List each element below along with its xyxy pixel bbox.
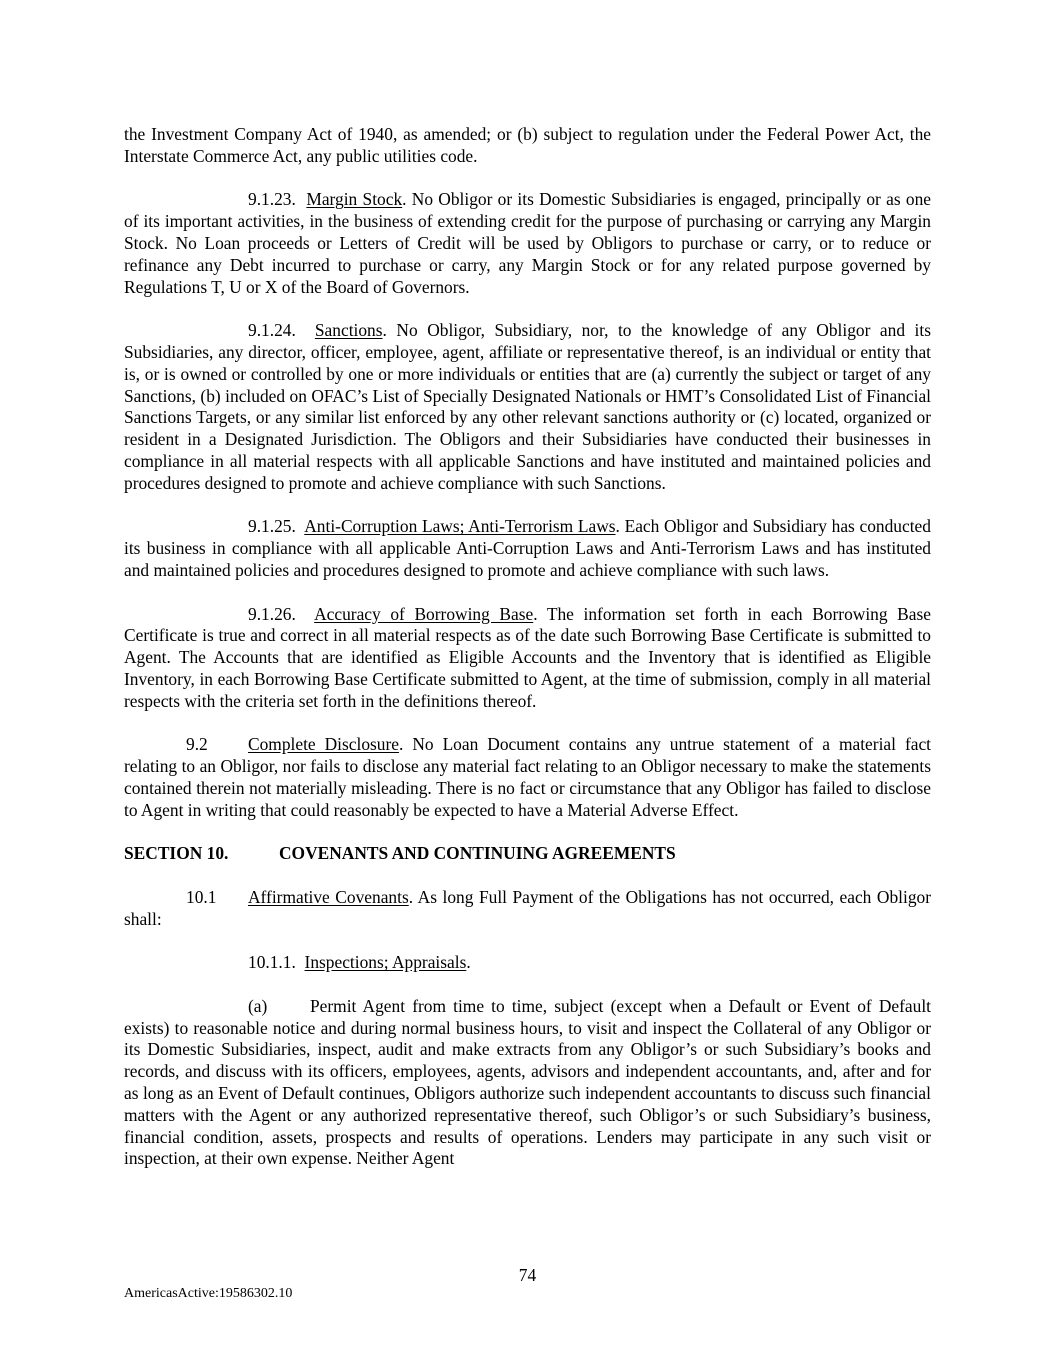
page-number: 74 — [518, 1265, 537, 1285]
document-footer-id: AmericasActive:19586302.10 — [124, 1286, 293, 1301]
section-number: 9.1.26. — [248, 603, 296, 624]
section-9-1-25 — [124, 516, 931, 581]
section-label: SECTION 10. — [124, 843, 229, 864]
section-number: 9.1.23. — [248, 189, 296, 210]
section-9-2 — [124, 734, 931, 821]
section-title: Anti-Corruption Laws; Anti-Terrorism Laws — [304, 516, 616, 537]
section-body: . No Obligor or its Domestic Subsidiaries is engaged, principally or as one of its important activities, in the business of extending credit for the purpose of purchasing or carrying any Margin Stock. No Loan proceeds or Letters of Credit will be used by Obligors to purchase or carry, or to reduce or refinance any Debt incurred to purchase or carry, any Margin Stock or for any related purpose governed by Regulations T, U or X of the Board of Governors. — [124, 189, 931, 297]
section-9-1-24 — [124, 320, 931, 494]
section-title: Margin Stock — [306, 189, 403, 210]
section-body: . — [466, 952, 471, 973]
section-title: Accuracy of Borrowing Base — [314, 603, 534, 624]
section-number: 10.1 — [186, 886, 217, 907]
section-title: Affirmative Covenants — [248, 886, 409, 907]
section-10-heading — [124, 843, 931, 865]
section-body: . Each Obligor and Subsidiary has conducted its business in compliance with all applicable Anti-Corruption Laws and Anti-Terrorism Laws and has instituted and maintained policies and procedures designed to promote and achieve compliance with such laws. — [124, 516, 931, 580]
section-body: . As long Full Payment of the Obligations has not occurred, each Obligor shall: — [124, 886, 932, 929]
section-body: . No Loan Document contains any untrue statement of a material fact relating to an Obligor, nor fails to disclose any material fact relating to an Obligor necessary to make the statements contained therein not materially misleading. There is no fact or circumstance that any Obligor has failed to disclose to Agent in writing that could reasonably be expected to have a Material Adverse Effect. — [124, 734, 931, 820]
section-9-1-23 — [124, 189, 931, 298]
paragraph-continuation: the Investment Company Act of 1940, as amended; or (b) subject to regulation under the Federal Power Act, the Interstate Commerce Act, any public utilities code. — [124, 124, 931, 166]
clause-a — [124, 996, 931, 1170]
section-body: . The information set forth in each Borrowing Base Certificate is true and correct in all material respects as of the date such Borrowing Base Certificate is submitted to Agent. The Accounts that are identified as Eligible Accounts and the Inventory that is identified as Eligible Inventory, in each Borrowing Base Certificate submitted to Agent, at the time of submission, comply in all material respects with the criteria set forth in the definitions thereof. — [124, 603, 931, 711]
section-body: . No Obligor, Subsidiary, nor, to the knowledge of any Obligor and its Subsidiaries, any director, officer, employee, agent, affiliate or representative thereof, is an individual or entity that is, or is owned or controlled by one or more individuals or entities that are (a) currently the subject or target of any Sanctions, (b) included on OFAC’s List of Specially Designated Nationals or HMT’s Consolidated List of Financial Sanctions Targets, or any similar list enforced by any other relevant sanctions authority or (c) located, organized or resident in a Designated Jurisdiction. The Obligors and their Subsidiaries have conducted their businesses in compliance in all material respects with all applicable Sanctions and have instituted and maintained policies and procedures designed to promote and achieve compliance with such Sanctions. — [124, 320, 931, 493]
section-title: Sanctions — [314, 320, 383, 341]
section-number: 10.1.1. — [248, 952, 296, 973]
section-10-1-1 — [124, 952, 931, 974]
section-number: 9.1.25. — [248, 516, 296, 537]
clause-body: Permit Agent from time to time, subject (except when a Default or Event of Default exists) to reasonable notice and during normal business hours, to visit and inspect the Collateral of any Obligor or its Domestic Subsidiaries, inspect, audit and make extracts from any Obligor’s or such Subsidiary’s books and records, and discuss with its officers, employees, agents, advisors and independent accountants, and, after and for as long as an Event of Default continues, Obligors authorize such independent accountants to discuss such financial matters with the Agent or any authorized representative thereof, such Obligor’s or such Subsidiary’s business, financial condition, assets, prospects and results of operations. Lenders may participate in any such visit or inspection, at their own expense. Neither Agent — [124, 995, 931, 1169]
section-9-1-26 — [124, 604, 931, 713]
section-title: Inspections; Appraisals — [304, 952, 467, 973]
clause-label: (a) — [248, 995, 268, 1016]
section-heading-title: COVENANTS AND CONTINUING AGREEMENTS — [279, 843, 676, 864]
section-number: 9.2 — [186, 734, 208, 755]
section-10-1 — [124, 887, 931, 931]
document-page — [124, 124, 931, 1192]
section-number: 9.1.24. — [248, 320, 296, 341]
section-title: Complete Disclosure — [248, 734, 399, 755]
